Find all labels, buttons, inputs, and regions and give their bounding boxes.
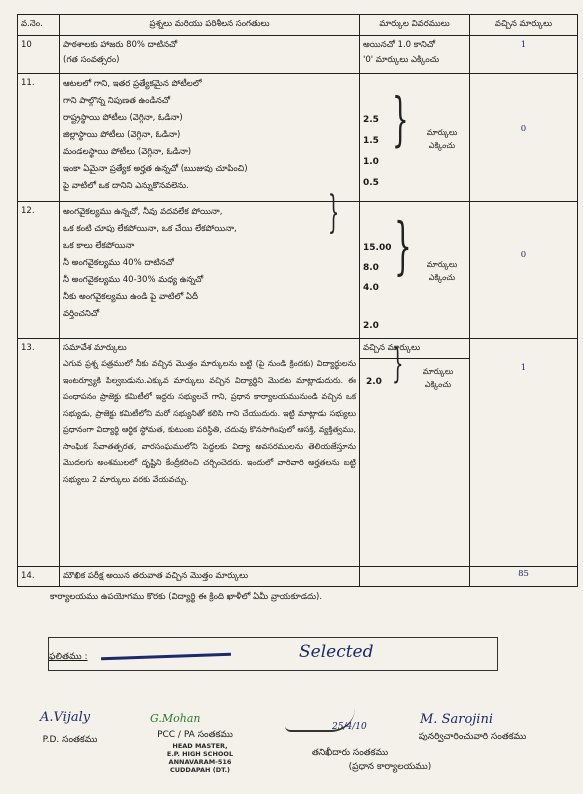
school-stamp <box>150 742 250 774</box>
marks-obtained-field[interactable] <box>470 202 578 339</box>
result-box[interactable] <box>48 637 498 671</box>
signature-pcc: G.Mohan <box>150 712 201 725</box>
question-line: గాని పాల్గొన్న నిపుణత ఉండినచో <box>63 96 171 106</box>
row-number: 11. <box>18 74 60 202</box>
table-row-14 <box>18 567 578 587</box>
brace-label: మార్కులు <box>426 260 458 269</box>
header-marks-details: మార్కుల వివరములు <box>360 15 470 36</box>
row-marks <box>360 202 470 339</box>
row-number: 13. <box>18 339 60 567</box>
marks-obtained-field[interactable] <box>470 339 578 567</box>
table-row-13 <box>18 339 578 567</box>
brace-label: మార్కులు <box>422 367 454 376</box>
marks-value: 2.5 <box>363 115 379 125</box>
result-label: ఫలితము : <box>49 652 88 662</box>
marks-value: 8.0 <box>363 263 379 273</box>
stamp-line: CUDDAPAH (DT.) <box>169 766 231 774</box>
handwritten-score: 0 <box>520 124 527 134</box>
result-handwriting: Selected <box>299 642 374 662</box>
row-marks <box>360 36 470 74</box>
question-line: నీ అంగవైకల్యము 40% దాటినచో <box>63 258 174 268</box>
marks-obtained-field[interactable] <box>470 36 578 74</box>
marks-value: 1.5 <box>363 136 379 146</box>
question-line: పై వాటిలో ఒక దానిని ఎన్నుకొనవలెను. <box>63 181 189 191</box>
marks-line: అయినచో 1.0 కానిచో <box>363 40 436 50</box>
strikethrough-scribble <box>101 653 231 661</box>
marks-value: 0.5 <box>363 178 379 188</box>
office-use-note: కార్యాలయము ఉపయోగము కొరకు (విద్యార్థి ఈ క్రింది ఖాళీలో ఏమీ వ్రాయకూడదు). <box>50 592 323 602</box>
row-number: 14. <box>18 567 60 587</box>
office-label: (ప్రధాన కార్యాలయము) <box>348 762 432 772</box>
total-marks-field[interactable] <box>470 567 578 587</box>
signature-pd: A.Vijaly <box>40 710 91 725</box>
marks-value: 2.0 <box>363 321 379 331</box>
marks-value: 1.0 <box>363 157 379 167</box>
question-line: పాఠశాలకు హాజరు 80% దాటినచో <box>63 40 178 50</box>
stamp-line: ANNAVARAM-516 <box>168 758 232 766</box>
question-line: ఆటలలో గాని, ఇతర ప్రత్యేకమైన పోటీలలో <box>63 79 202 89</box>
signature-label-inspector: తనిఖీదారు సంతకము <box>311 748 389 758</box>
right-brace-icon: } <box>392 85 409 153</box>
marks-value: 15.00 <box>363 243 392 253</box>
row-number: 10 <box>18 36 60 74</box>
question-line: ఒక కంటి చూపు లేకపోయినా, ఒక చేయి లేకపోయినా, <box>63 224 237 234</box>
row-question <box>60 187 360 339</box>
stamp-line: E.P. HIGH SCHOOL <box>166 750 234 758</box>
row-question <box>60 339 360 567</box>
table-row-11 <box>18 74 578 202</box>
header-questions: ప్రశ్నలు మరియు పరిశీలన సంగతులు <box>60 15 360 36</box>
question-line: (గత సంవత్సరం) <box>63 55 120 65</box>
question-line: నీకు అంగవైకల్యము ఉండి పై వాటిలో ఏదీ <box>63 292 198 302</box>
question-line: ఒక కాలు లేకపోయినా <box>63 241 135 251</box>
marks-subheader: వచ్చిన మార్కులు <box>360 339 469 359</box>
stamp-line: HEAD MASTER, <box>172 742 228 750</box>
question-line: నీ అంగవైకల్యము 40-30% మధ్య ఉన్నచో <box>63 275 204 285</box>
handwritten-score: 1 <box>520 363 527 373</box>
question-line: వర్తించనిచో <box>63 309 99 319</box>
table-row-10 <box>18 36 578 74</box>
signature-label-pcc: PCC / PA సంతకము <box>157 730 233 740</box>
question-line: జిల్లాస్థాయి పోటీలు (వెగ్గినా, ఓడినా) <box>63 130 181 140</box>
row-marks <box>360 567 470 587</box>
question-line: అంగవైకల్యము ఉన్నచో, నీవు వదవలేక పోయినా, <box>63 207 223 217</box>
signature-label-reviewer: పునర్విచారించువారి సంతకము <box>418 732 527 742</box>
table-header-row <box>18 15 578 36</box>
signature-inspector: 25/4/10 <box>332 722 367 732</box>
question-line: రాష్ట్రస్థాయి పోటీలు (వెగ్గినా, ఓడినా) <box>63 113 183 123</box>
right-brace-icon: } <box>392 341 404 387</box>
interview-description: ఎగువ ప్రశ్న పత్రములో నీకు వచ్చిన మొత్తం మార్కులను బట్టి (పై నుండి క్రిందకు) విద్యార్థులను ఇంటర్వ్యూకి పిల్వబడును.ఎక్కువ మార్కులు వచ్చిన విద్యార్థిని మొదట మాట్లాడుదురు. ఈ పంధాపనం ప్రాజెక్టు కమిటీలో ఇద్దరు సభ్యులచే గాని, ప్రధాన కార్యాలయమునుండి వచ్చిన ఒక సభ్యుడు, ప్రాజెక్టు కమిటీలోని మరో సభ్యునితో కలిసి గాని చేయుదురు. ఇట్టి మాట్లాడు సభ్యులు ప్రధానంగా విద్యార్థి ఆర్థిక స్థోమత, కుటుంబ పరిస్థితి, చదువు కొనసాగింపులో ఆసక్తి, వ్యక్తిత్వము, సాంఘిక సేవాతత్పరత, వారసంఘములోని పెద్దలకు విద్యా అవసరములను తెలియజేస్తూను మొదలగు అంశములలో దృష్టిని కేంద్రీకరించి చర్చించెదరు. ఇందులో వారివారి అర్హతలను బట్టి సభ్యులు 2 మార్కులు వరకు వేయవచ్చు. <box>63 359 356 484</box>
brace-label: ఎక్కించు <box>424 380 452 389</box>
question-line: మౌఖిక పరీక్ష అయిన తరువాత వచ్చిన మొత్తం మార్కులు <box>63 571 249 581</box>
brace-label: ఎక్కించు <box>428 141 456 150</box>
right-brace-icon: } <box>394 209 412 282</box>
row-question <box>60 36 360 74</box>
row-question <box>60 567 360 587</box>
signature-reviewer: M. Sarojini <box>420 712 493 727</box>
marks-line: '0' మార్కులు ఎక్కించు <box>363 55 440 65</box>
signature-label-pd: P.D. సంతకము <box>42 735 98 745</box>
section-title: సమావేశ మార్కులు <box>63 343 127 353</box>
handwritten-score: 1 <box>520 40 527 50</box>
handwritten-score: 85 <box>518 569 529 579</box>
handwritten-score: 0 <box>520 250 527 260</box>
row-marks <box>360 74 470 202</box>
row-marks <box>360 339 470 567</box>
marks-value: 2.0 <box>366 377 382 387</box>
row-question <box>60 74 360 202</box>
marks-table <box>17 14 578 587</box>
right-brace-icon: } <box>328 187 340 238</box>
row-number: 12. <box>18 202 60 339</box>
marks-value: 4.0 <box>363 283 379 293</box>
table-row-12 <box>18 202 578 339</box>
header-marks-obtained: వచ్చిన మార్కులు <box>470 15 578 36</box>
brace-label: ఎక్కించు <box>428 273 456 282</box>
brace-label: మార్కులు <box>426 128 458 137</box>
question-line: ఇంకా ఏమైనా ప్రత్యేక అర్హత ఉన్నచో (ఋజువు చూపించి) <box>63 164 248 174</box>
question-line: మండలస్థాయి పోటీలు (వెగ్గినా, ఓడినా) <box>63 147 192 157</box>
marks-obtained-field[interactable] <box>470 74 578 202</box>
header-serial: వ.నెం. <box>18 15 60 36</box>
